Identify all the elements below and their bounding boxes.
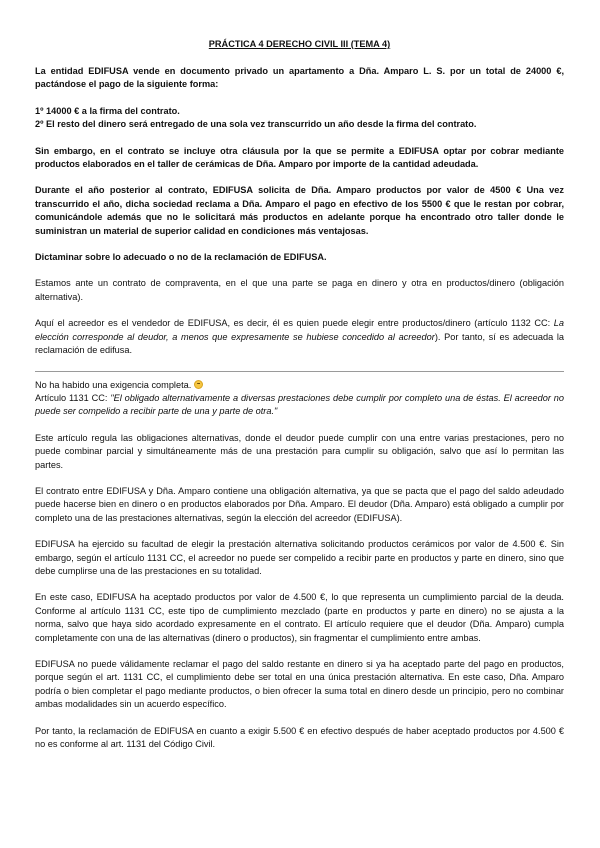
second-paragraph-2: El contrato entre EDIFUSA y Dña. Amparo contiene una obligación alternativa, ya que se pacta que el pago del saldo adeudado puede hacerse bien en dinero o en productos elaborados por Dña. Amparo. El deudor (Dña. Amparo) está obligado a cumplir por completo una de las prestaciones alternativas, según la elección del acreedor (EDIFUSA).: [35, 485, 564, 523]
second-answer-intro: [35, 379, 564, 419]
article-1131-label: Artículo 1131 CC:: [35, 392, 111, 403]
second-paragraph-1: Este artículo regula las obligaciones alternativas, donde el deudor puede cumplir con una entre varias prestaciones, pero no puede combinar parcial y simultáneamente más de una prestación para cumplir su obligación, salvo que así lo permitan las partes.: [35, 432, 564, 470]
article-1132-quote: La elección corresponde al deudor, a menos que expresamente se hubiese concedido al acreedor: [35, 318, 564, 342]
smiley-icon: [194, 380, 203, 389]
payment-item-2: 2º El resto del dinero será entregado de una sola vez transcurrido un año desde la firma del contrato.: [35, 119, 477, 130]
article-1131-quote: "El obligado alternativamente a diversas prestaciones debe cumplir por completo una de éstas. El acreedor no puede ser compelido a recibir parte de una y parte de otra.": [35, 392, 564, 417]
document-page: [35, 38, 564, 764]
answer-p2-start: Aquí el acreedor es el vendedor de EDIFUSA, es decir, él es quien puede elegir entre productos/dinero (artículo 1132 CC:: [35, 318, 554, 329]
case-intro: La entidad EDIFUSA vende en documento privado un apartamento a Dña. Amparo L. S. por un total de 24000 €, pactándose el pago de la siguiente forma:: [35, 66, 564, 90]
second-paragraph-6: Por tanto, la reclamación de EDIFUSA en cuanto a exigir 5.500 € en efectivo después de haber aceptado productos por 4.500 € no es conforme al art. 1131 del Código Civil.: [35, 725, 564, 750]
case-question: Dictaminar sobre lo adecuado o no de la reclamación de EDIFUSA.: [35, 252, 327, 263]
case-clause: Sin embargo, en el contrato se incluye otra cláusula por la que se permite a EDIFUSA optar por cobrar mediante productos elaborados en el taller de cerámicas de Dña. Amparo por importe de la cantidad adeudada.: [35, 145, 564, 170]
section-divider: [35, 371, 564, 372]
document-title: PRÁCTICA 4 DERECHO CIVIL III (TEMA 4): [208, 39, 391, 49]
answer-paragraph-2: [35, 317, 564, 357]
answer-paragraph-1: Estamos ante un contrato de compraventa, en el que una parte se paga en dinero y otra en productos/dinero (obligación alternativa).: [35, 278, 564, 302]
answer-p2-end: ). Por tanto, sí es adecuada la reclamación de edifusa.: [35, 331, 564, 356]
payment-item-1: 1º 14000 € a la firma del contrato.: [35, 105, 180, 116]
case-facts: Durante el año posterior al contrato, EDIFUSA solicita de Dña. Amparo productos por valor de 4500 € Una vez transcurrido el año, dicha sociedad reclama a Dña. Amparo el pago en efectivo de los 5500 € que le restan por cobrar, comunicándole además que no le solicitará más productos en adelante porque ha encontrado otro taller donde le suministran un material de superior calidad en condiciones más ventajosas.: [35, 185, 564, 236]
second-paragraph-5: EDIFUSA no puede válidamente reclamar el pago del saldo restante en dinero si ya ha aceptado parte del pago en productos, porque según el art. 1131 CC, el cumplimiento debe ser total en una única prestación alternativa. En este caso, Dña. Amparo podría o bien completar el pago mediante productos, o bien ofrecer la suma total en dinero desde un principio, pero no combinar ambas modalidades sin un acuerdo específico.: [35, 659, 564, 710]
second-paragraph-3: EDIFUSA ha ejercido su facultad de elegir la prestación alternativa solicitando productos cerámicos por valor de 4.500 €. Sin embargo, según el artículo 1131 CC, el acreedor no puede ser compelido a recibir parte en productos y parte en dinero, sino que debe cumplirse una de las prestaciones en su totalidad.: [35, 539, 564, 576]
second-paragraph-4: En este caso, EDIFUSA ha aceptado productos por valor de 4.500 €, lo que representa un cumplimiento parcial de la deuda. Conforme al artículo 1131 CC, este tipo de cumplimiento mezclado (parte en productos y parte en dinero) no se ajusta a la norma, salvo que haya sido acordado expresamente en el contrato. El artículo requiere que el deudor (Dña. Amparo) cumpla completamente con una de las alternativas (dinero o productos), sin fragmentar el cumplimiento entre ambas.: [35, 592, 564, 643]
no-exigencia-text: No ha habido una exigencia completa.: [35, 379, 192, 390]
